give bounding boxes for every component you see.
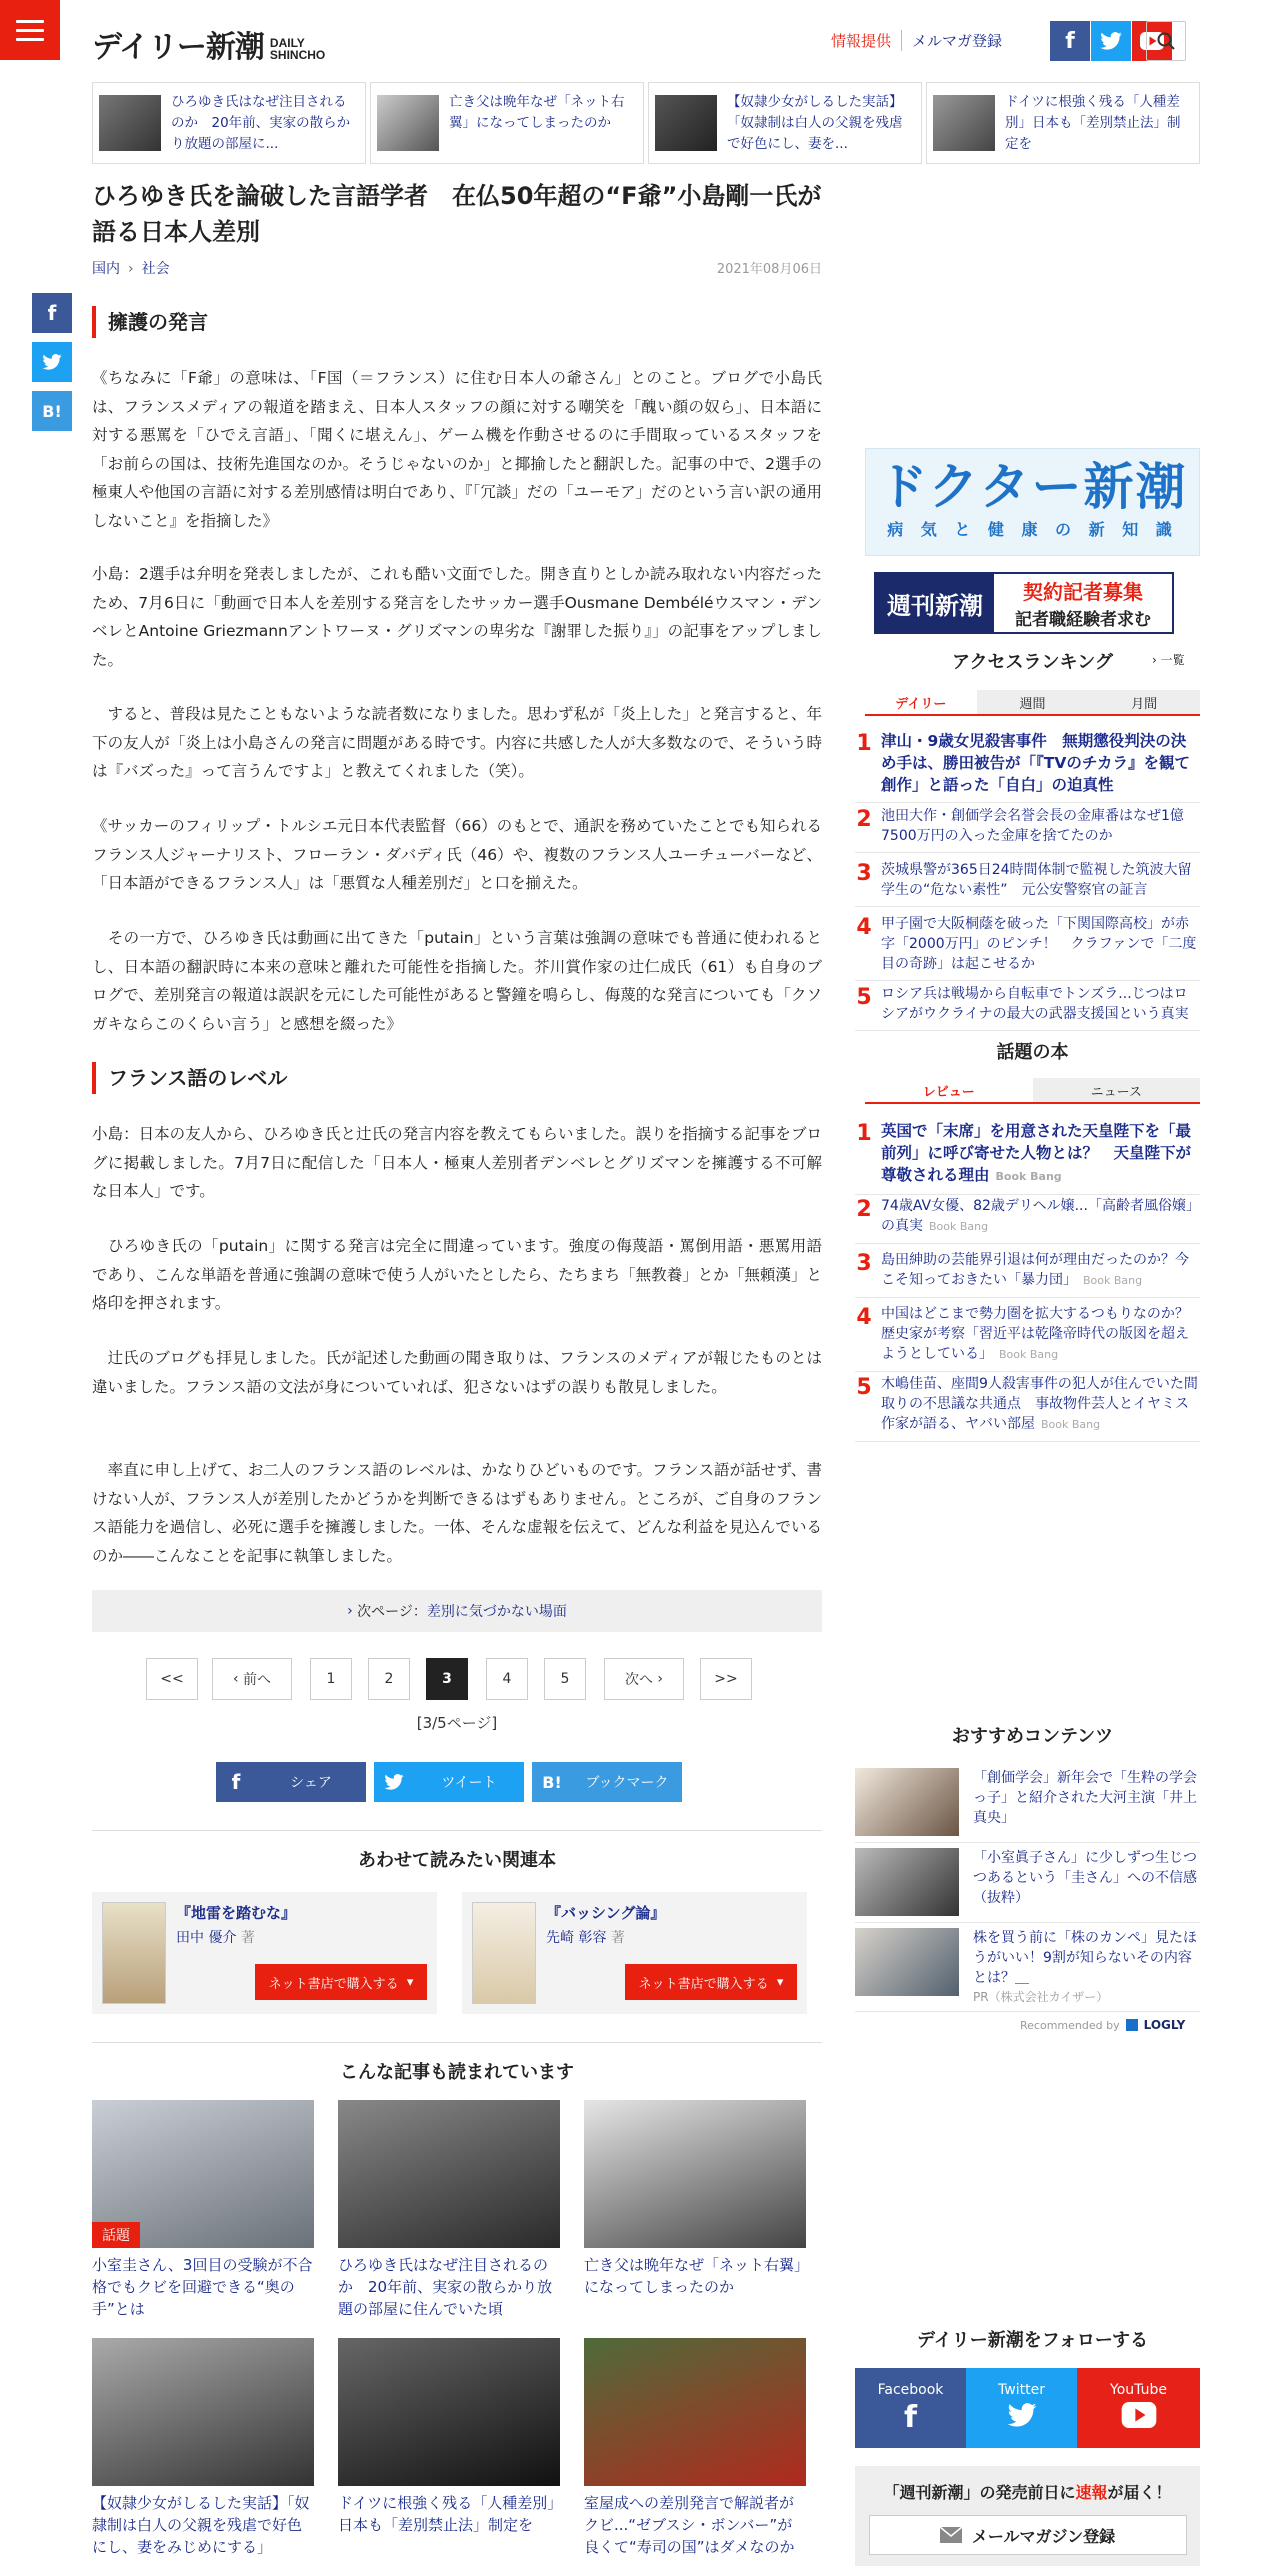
tab-daily[interactable]: デイリー	[865, 690, 977, 714]
article-image	[584, 2338, 806, 2486]
newsletter-box: 「週刊新潮」の発売前日に速報が届く！ メールマガジン登録	[855, 2466, 1200, 2566]
thumbnail	[655, 95, 717, 151]
divider	[92, 1830, 822, 1831]
book-rank-item[interactable]: 4 中国はどこまで勢力圏を拡大するつもりなのか？歴史家が考察「習近平は乾隆帝時代の版図を超えようとしている」 Book Bang	[855, 1304, 1200, 1372]
publish-date: 2021年08月06日	[716, 262, 822, 277]
search-button[interactable]	[1146, 21, 1186, 61]
book-card[interactable]: 『バッシング論』 先崎 彰容 著 ネット書店で購入する ▾	[462, 1892, 807, 2014]
topic-badge: 話題	[92, 2222, 140, 2248]
book-rank-item[interactable]: 1 英国で「末席」を用意された天皇陛下を「最前列」に呼び寄せた人物とは？ 天皇陛下が尊敬される理由 Book Bang	[855, 1120, 1200, 1195]
tab-news[interactable]: ニュース	[1033, 1078, 1201, 1102]
article-title: ひろゆき氏を論破した言語学者 在仏50年超の“F爺”小島剛一氏が語る日本人差別	[92, 182, 822, 246]
breadcrumb-category[interactable]: 国内	[92, 261, 120, 277]
newsletter-signup-button[interactable]: メールマガジン登録	[869, 2515, 1187, 2555]
article-card[interactable]: 話題 小室圭さん、3回目の受験が不合格でもクビを回避できる“奥の手”とは	[92, 2100, 314, 2320]
top-related-card[interactable]: 【奴隷少女がしるした実話】「奴隷制は白人の父親を残虐で好色にし、妻を...	[648, 82, 922, 164]
facebook-icon: f	[231, 1770, 241, 1794]
hatena-share-button[interactable]: B! ブックマーク	[532, 1762, 682, 1802]
paragraph: 小島：日本の友人から、ひろゆき氏と辻氏の発言内容を教えてもらいました。誤りを指摘する記事をブログに掲載しました。7月7日に配信した「日本人・極東人差別者デンベレとグリズマンを擁護する不可解な日本人」です。	[92, 1125, 822, 1200]
page-button[interactable]: 5	[544, 1658, 586, 1700]
recommended-item[interactable]: 「創価学会」新年会で「生粋の学会っ子」と紹介された大河主演「井上真央」	[855, 1768, 1200, 1843]
hatena-bookmark-icon[interactable]: B!	[32, 391, 72, 431]
newsletter-link[interactable]: メルマガ登録	[911, 32, 1002, 50]
top-related-card[interactable]: 亡き父は晩年なぜ「ネット右翼」になってしまったのか	[370, 82, 644, 164]
paragraph: 辻氏のブログも拝見しました。氏が記述した動画の聞き取りは、フランスのメディアが報じたものとは違いました。フランス語の文法が身についていれば、犯さないはずの誤りも散見しました。	[92, 1349, 822, 1396]
book-card[interactable]: 『地雷を踏むな』 田中 優介 著 ネット書店で購入する ▾	[92, 1892, 437, 2014]
buy-online-button[interactable]: ネット書店で購入する ▾	[625, 1964, 797, 2000]
related-books-title: あわせて読みたい関連本	[358, 1850, 556, 1871]
mail-icon	[940, 2527, 962, 2543]
follow-title: デイリー新潮をフォローする	[917, 2330, 1148, 2351]
ranking-tabs	[865, 690, 1200, 716]
article-card[interactable]: 室屋成への差別発言で解説者がクビ...“ゼブスシ・ボンバー”が良くて“寿司の国”はダメなのか	[584, 2338, 806, 2558]
current-page: 3	[426, 1658, 468, 1700]
menu-button[interactable]	[0, 0, 60, 60]
header-links	[821, 30, 1012, 51]
book-rank-item[interactable]: 5 木嶋佳苗、座間9人殺害事件の犯人が住んでいた間取りの不思議な共通点 事故物件芸人とイヤミス作家が語る、ヤバい部屋 Book Bang	[855, 1374, 1200, 1442]
thumbnail	[99, 95, 161, 151]
divider	[92, 2042, 822, 2043]
page-button[interactable]: 2	[368, 1658, 410, 1700]
article-image	[338, 2338, 560, 2486]
tab-review[interactable]: レビュー	[865, 1078, 1033, 1102]
prev-page-button[interactable]: ‹ 前へ	[212, 1658, 292, 1700]
twitter-share-icon[interactable]	[32, 342, 72, 382]
first-page-button[interactable]: <<	[146, 1658, 198, 1700]
caret-down-icon: ▾	[406, 1974, 414, 1990]
twitter-icon[interactable]	[1091, 21, 1131, 61]
book-rank-item[interactable]: 2 74歳AV女優、82歳デリヘル嬢...「高齢者風俗嬢」の真実 Book Bang	[855, 1196, 1200, 1244]
twitter-share-button[interactable]: ツイート	[374, 1762, 524, 1802]
breadcrumb-subcategory[interactable]: 社会	[141, 261, 170, 277]
paragraph: 小島：2選手は弁明を発表しましたが、これも酷い文面でした。開き直りとしか読み取れない内容だったため、7月6日に「動画で日本人を差別する発言をしたサッカー選手Ousmane Dembéléウスマン・デンベレとAntoine Griezmannアントワーヌ・グリズマンの卑劣な『謝罪した振り』」の記事をアップしました。	[92, 565, 822, 669]
ranking-item[interactable]: 4 甲子園で大阪桐蔭を破った「下関国際高校」が赤字「2000万円」のピンチ！ クラファンで「二度目の奇跡」は起こせるか	[855, 914, 1200, 981]
last-page-button[interactable]: >>	[700, 1658, 752, 1700]
book-cover	[102, 1902, 166, 2004]
ranking-item[interactable]: 2 池田大作・創価学会名誉会長の金庫番はなぜ1億7500万円の入った金庫を捨てたのか	[855, 806, 1200, 853]
follow-facebook[interactable]: Facebook f	[855, 2368, 966, 2448]
pr-label: PR（株式会社カイザー）	[973, 1990, 1109, 2004]
paragraph: 《ちなみに「F爺」の意味は、「F国（＝フランス）に住む日本人の爺さん」とのこと。ブログで小島氏は、フランスメディアの報道を踏まえ、日本人スタッフの顔に対する嘲笑を「醜い顔の奴ら」、日本語に対する悪罵を「ひでえ言語」、「聞くに堪えん」、ゲーム機を作動させるのに手間取っているスタッフを「お前らの国は、技術先進国なのか。そうじゃないのか」と揶揄したと翻訳した。記事の中で、2選手の極東人や他国の言語に対する差別感情は明白であり、『「冗談」だの「ユーモア」だのという言い訳の通用しないこと』を指摘した》	[92, 369, 822, 530]
ranking-title: アクセスランキング	[952, 652, 1113, 673]
ranking-item[interactable]: 1 津山・9歳女児殺害事件 無期懲役判決の決め手は、勝田被告が「『TVのチカラ』を観て創作」と語った「自白」の迫真性	[855, 730, 1200, 803]
ranking-more-link[interactable]: › 一覧	[1152, 653, 1185, 667]
twitter-icon	[374, 1762, 414, 1802]
chevron-right-icon: ›	[128, 261, 134, 277]
facebook-share-button[interactable]: f シェア	[216, 1762, 366, 1802]
youtube-icon	[1121, 2402, 1157, 2435]
site-logo[interactable]	[92, 22, 325, 66]
top-related-card[interactable]: ドイツに根強く残る「人種差別」日本も「差別禁止法」制定を	[926, 82, 1200, 164]
logo-text: デイリー新潮	[92, 30, 264, 65]
book-rank-item[interactable]: 3 島田紳助の芸能界引退は何が理由だったのか？今こそ知っておきたい「暴力団」 Book Bang	[855, 1250, 1200, 1298]
tab-weekly[interactable]: 週間	[977, 690, 1089, 714]
twitter-icon	[1007, 2402, 1037, 2434]
follow-youtube[interactable]: YouTube	[1077, 2368, 1200, 2448]
book-cover	[472, 1902, 536, 2004]
books-tabs	[865, 1078, 1200, 1104]
next-page-link[interactable]: › 次ページ： 差別に気づかない場面	[92, 1590, 822, 1632]
thumbnail	[933, 95, 995, 151]
article-card[interactable]: 【奴隷少女がしるした実話】「奴隷制は白人の父親を残虐で好色にし、妻をみじめにする」	[92, 2338, 314, 2558]
section-heading: 擁護の発言	[92, 306, 822, 338]
chevron-right-icon: ›	[652, 1671, 664, 1687]
books-title: 話題の本	[996, 1042, 1069, 1063]
thumbnail	[377, 95, 439, 151]
logly-credit[interactable]: Recommended by LOGLY	[1020, 2018, 1186, 2032]
logo-en: DAILY SHINCHO	[269, 36, 326, 62]
chevron-right-icon: ›	[1152, 653, 1161, 667]
next-page-button[interactable]: 次へ ›	[604, 1658, 684, 1700]
search-icon	[1157, 32, 1175, 50]
recruit-ad[interactable]: 週刊新潮 契約記者募集 記者職経験者求む	[874, 572, 1174, 634]
logly-icon	[1126, 2019, 1138, 2031]
tab-monthly[interactable]: 月間	[1088, 690, 1200, 714]
facebook-share-icon[interactable]: f	[32, 293, 72, 333]
recommended-image	[855, 1848, 959, 1916]
hatena-bookmark-icon: B!	[542, 1772, 562, 1792]
also-read-title: こんな記事も読まれています	[340, 2062, 574, 2083]
chevron-left-icon: ‹	[232, 1671, 244, 1687]
caret-down-icon: ▾	[776, 1974, 784, 1990]
article-image	[584, 2100, 806, 2248]
page-count: [3/5ページ]	[416, 1714, 498, 1732]
recommended-title: おすすめコンテンツ	[951, 1726, 1114, 1747]
breadcrumb	[92, 258, 170, 278]
paragraph: すると、普段は見たこともないような読者数になりました。思わず私が「炎上した」と発言すると、年下の友人が「炎上は小島さんの発言に問題がある時です。内容に共感した人が大多数なので、そういう時は『バズった』って言うんですよ」と教えてくれました（笑）。	[92, 705, 822, 780]
facebook-icon: f	[903, 2400, 918, 2435]
paragraph: 率直に申し上げて、お二人のフランス語のレベルは、かなりひどいものです。フランス語が話せず、書けない人が、フランス人が差別したかどうかを判断できるはずもありません。ところが、ご自身のフランス語能力を過信し、必死に選手を擁護しました。一体、そんな虚報を伝えて、どんな利益を見込んでいるのか――こんなことを記事に執筆しました。	[92, 1461, 822, 1565]
article-card[interactable]: ドイツに根強く残る「人種差別」日本も「差別禁止法」制定を	[338, 2338, 560, 2558]
recommended-item[interactable]: 「小室眞子さん」に少しずつ生じつつあるという「圭さん」への不信感（抜粋）	[855, 1848, 1200, 1923]
facebook-icon[interactable]: f	[1050, 21, 1090, 61]
buy-online-button[interactable]: ネット書店で購入する ▾	[255, 1964, 427, 2000]
section-heading: フランス語のレベル	[92, 1062, 822, 1094]
page-button[interactable]: 4	[486, 1658, 528, 1700]
article-image	[92, 2338, 314, 2486]
ranking-item[interactable]: 3 茨城県警が365日24時間体制で監視した筑波大留学生の“危ない素性” 元公安警察官の証言	[855, 860, 1200, 907]
doctor-shincho-ad[interactable]: ドクター新潮 病 気 と 健 康 の 新 知 識	[865, 448, 1200, 556]
chevron-right-icon: ›	[347, 1603, 358, 1619]
paragraph: その一方で、ひろゆき氏は動画に出てきた「putain」という言葉は強調の意味でも普通に使われるとし、日本語の翻訳時に本来の意味と離れた可能性を指摘した。芥川賞作家の辻仁成氏（61）も自身のブログで、差別発言の報道は誤訳を元にした可能性があると警鐘を鳴らし、侮蔑的な発言についても「クソガキならこのくらい言う」と感想を綴った》	[92, 929, 822, 1033]
article-image	[338, 2100, 560, 2248]
info-submit-link[interactable]: 情報提供	[821, 30, 902, 51]
paragraph: 《サッカーのフィリップ・トルシエ元日本代表監督（66）のもとで、通訳を務めていたことでも知られるフランス人ジャーナリスト、フローラン・ダバディ氏（46）や、複数のフランス人ユーチューバーなど、「日本語ができるフランス人」は「悪質な人種差別だ」と口を揃えた。	[92, 817, 822, 892]
page-button[interactable]: 1	[310, 1658, 352, 1700]
article-card[interactable]: ひろゆき氏はなぜ注目されるのか 20年前、実家の散らかり放題の部屋に住んでいた頃	[338, 2100, 560, 2320]
recommended-item[interactable]: 株を買う前に「株のカンペ」見たほうがいい！9割が知らないその内容とは？＿ PR（株式会社カイザー）	[855, 1928, 1200, 2012]
ranking-item[interactable]: 5 ロシア兵は戦場から自転車でトンズラ...じつはロシアがウクライナの最大の武器支援国という真実	[855, 984, 1200, 1031]
top-related-card[interactable]: ひろゆき氏はなぜ注目されるのか 20年前、実家の散らかり放題の部屋に...	[92, 82, 366, 164]
recommended-image	[855, 1928, 959, 1996]
recommended-image	[855, 1768, 959, 1836]
article-image	[92, 2100, 314, 2248]
follow-twitter[interactable]: Twitter	[966, 2368, 1077, 2448]
paragraph: ひろゆき氏の「putain」に関する発言は完全に間違っています。強度の侮蔑語・罵倒用語・悪罵用語であり、こんな単語を普通に強調の意味で使う人がいたとしたら、たちまち「無教養」とか「無頼漢」と烙印を押されます。	[92, 1237, 822, 1312]
article-card[interactable]: 亡き父は晩年なぜ「ネット右翼」になってしまったのか	[584, 2100, 806, 2320]
